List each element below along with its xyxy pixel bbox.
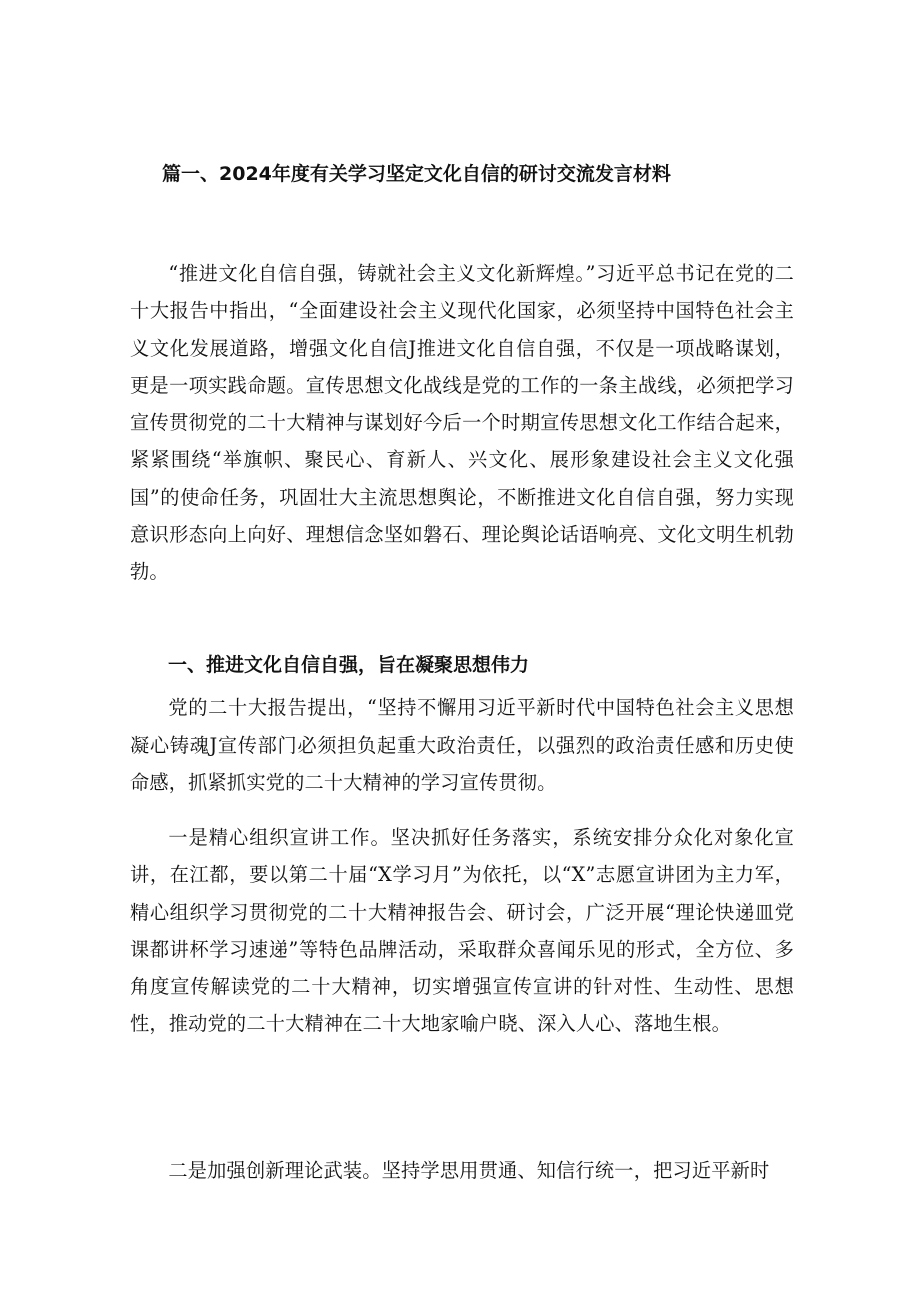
intro-paragraph: “推进文化自信自强，铸就社会主义文化新辉煌。”习近平总书记在党的二十大报告中指出，“全面建设社会主义现代化国家，必须坚持中国特色社会主义文化发展道路，增强文化自信J推进文化自信自强，不仅是一项战略谋划，更是一项实践命题。宣传思想文化战线是党的工作的一条主战线，必须把学习宣传贯彻党的二十大精神与谋划好今后一个时期宣传思想文化工作结合起来，紧紧围绕“举旗帜、聚民心、育新人、兴文化、展形象建设社会主义文化强国”的使命任务，巩固壮大主流思想舆论，不断推进文化自信自强，努力实现意识形态向上向好、理想信念坚如磐石、理论舆论话语响亮、文化文明生机勃勃。 [130, 262, 794, 584]
document-title: 篇一、2024年度有关学习坚定文化自信的研讨交流发言材料 [162, 163, 671, 185]
section1-paragraph-3: 二是加强创新理论武装。坚持学思用贯通、知信行统一，把习近平新时 [168, 1159, 770, 1182]
section1-paragraph-2: 一是精心组织宣讲工作。坚决抓好任务落实，系统安排分众化对象化宣讲，在江都，要以第二十届“X学习月”为依托，以“X”志愿宣讲团为主力军，精心组织学习贯彻党的二十大精神报告会、研讨会，广泛开展“理论快递皿党课都讲杯学习速递”等特色品牌活动，采取群众喜闻乐见的形式，全方位、多角度宣传解读党的二十大精神，切实增强宣传宣讲的针对性、生动性、思想性，推动党的二十大精神在二十大地家喻户晓、深入人心、落地生根。 [130, 826, 794, 1036]
section-heading-1: 一、推进文化自信自强，旨在凝聚思想伟力 [168, 654, 530, 676]
section1-paragraph-1: 党的二十大报告提出，“坚持不懈用习近平新时代中国特色社会主义思想凝心铸魂J宣传部门必须担负起重大政治责任，以强烈的政治责任感和历史使命感，抓紧抓实党的二十大精神的学习宣传贯彻。 [130, 696, 794, 794]
